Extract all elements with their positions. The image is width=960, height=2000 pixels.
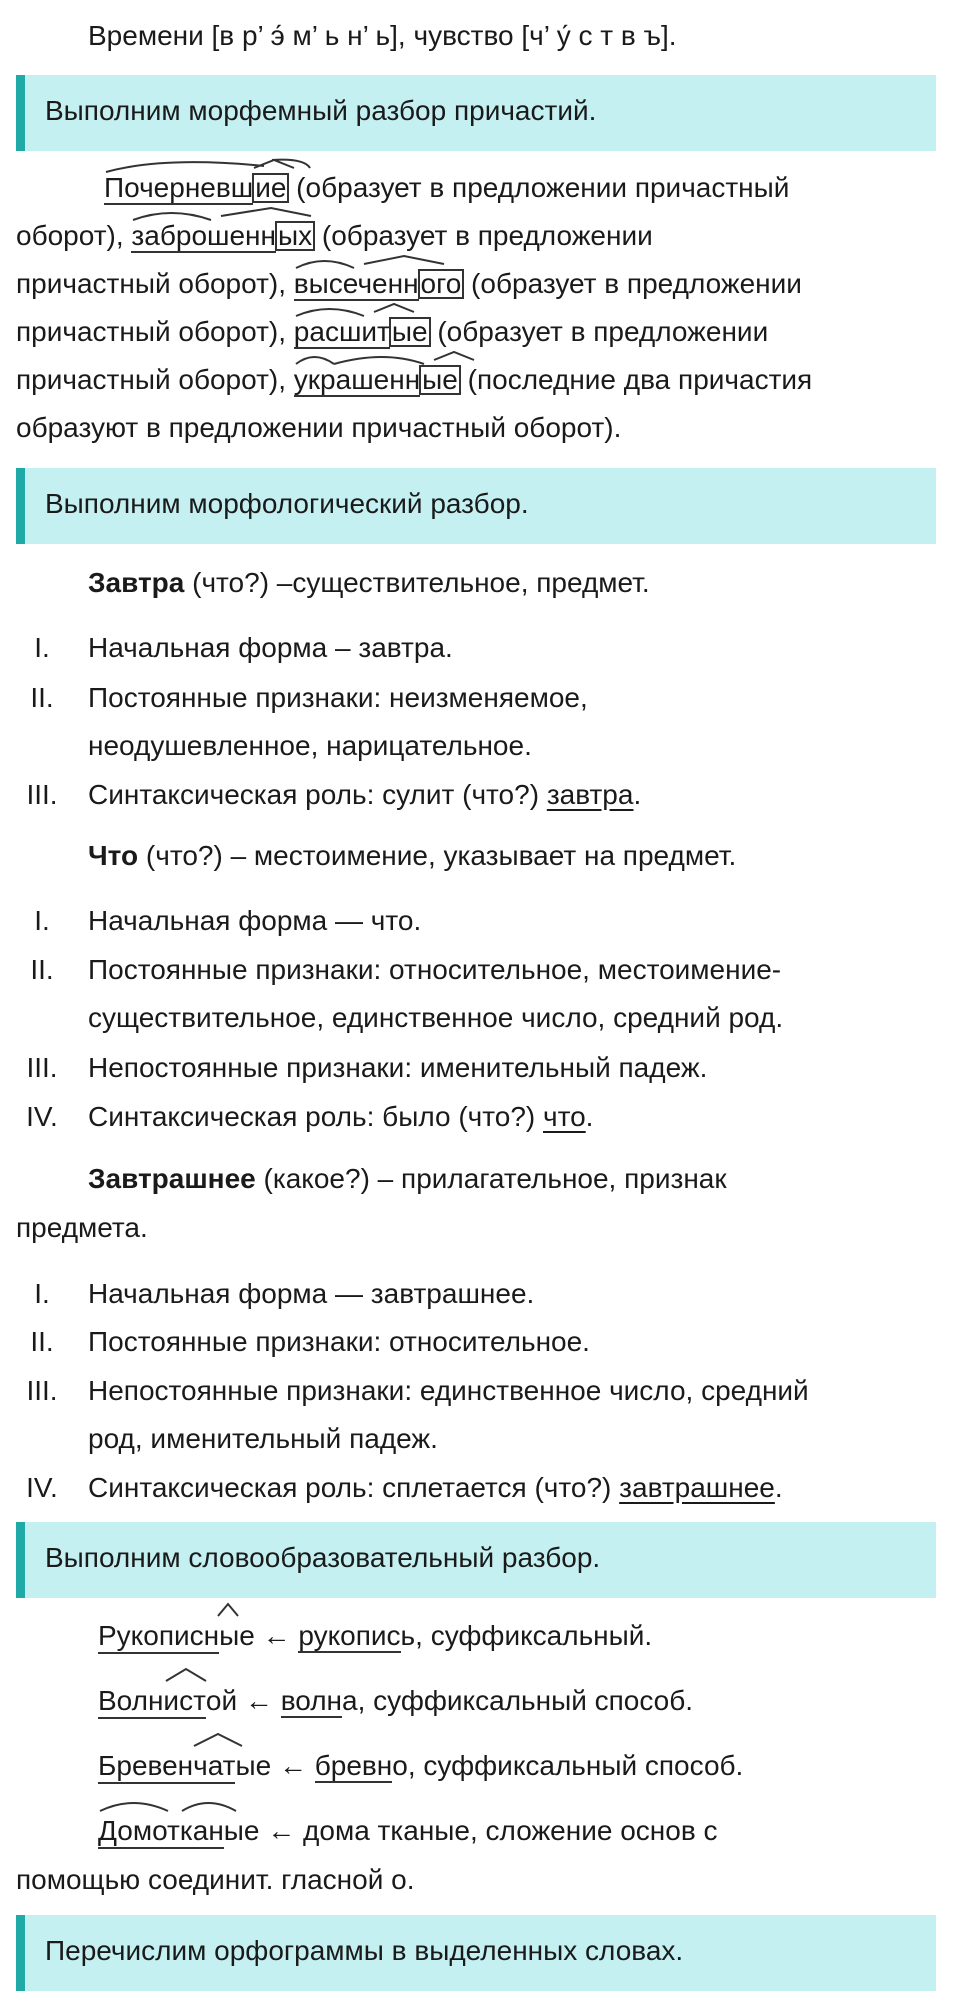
- list-number: II.: [30, 954, 54, 985]
- morpheme-line-5: причастный оборот), украшенные (последние два причастия: [16, 364, 812, 396]
- participle-word: заброшенных: [131, 220, 314, 252]
- suffix-mark: [98, 1732, 258, 1748]
- section-header-morpheme: [16, 75, 936, 151]
- list-item: Непостоянные признаки: именительный падеж.: [88, 1052, 708, 1083]
- list-item: Постоянные признаки: относительное.: [88, 1326, 590, 1357]
- ending-box: ые: [389, 317, 431, 347]
- list-number: I.: [34, 1278, 50, 1309]
- morpheme-marks: [294, 302, 454, 318]
- morpheme-line-4: причастный оборот), расшитые (образует в предложении: [16, 316, 768, 348]
- source-stem: рукопис: [298, 1620, 401, 1651]
- derived-stem: Волнист: [98, 1685, 206, 1719]
- list-number: I.: [34, 905, 50, 936]
- word-formation-item: Бревенчат ые ← бревно, суффиксальный способ.: [98, 1750, 743, 1784]
- list-item: Синтаксическая роль: сплетается (что?) завтрашнее.: [88, 1472, 783, 1503]
- list-number: II.: [30, 1326, 54, 1357]
- ending-box: ые: [419, 365, 461, 395]
- participle-word: высеченного: [294, 268, 463, 300]
- morpheme-line-3: причастный оборот), высеченного (образует в предложении: [16, 268, 802, 300]
- list-item: Начальная форма – завтра.: [88, 632, 453, 663]
- morph-item-title: Завтрашнее (какое?) – прилагательное, признак: [88, 1163, 727, 1194]
- morpheme-marks: [104, 158, 304, 174]
- derived-stem: Бревенчат: [98, 1750, 235, 1784]
- list-item-cont: существительное, единственное число, средний род.: [88, 1002, 784, 1033]
- transcription-line: Времени [в р’ э́ м’ ь н’ ь], чувство [ч’ у́ с т в ъ].: [88, 20, 677, 51]
- morph-item-title: Что (что?) – местоимение, указывает на предмет.: [88, 840, 737, 871]
- list-item: Синтаксическая роль: сулит (что?) завтра.: [88, 779, 642, 810]
- list-number: I.: [34, 632, 50, 663]
- morph-item-title-cont: предмета.: [16, 1212, 148, 1243]
- derived-stem: Рукописн: [98, 1620, 219, 1654]
- participle-word: расшитые: [294, 316, 430, 348]
- list-item: Непостоянные признаки: единственное число, средний: [88, 1375, 809, 1406]
- list-item: Синтаксическая роль: было (что?) что.: [88, 1101, 594, 1132]
- list-number: IV.: [26, 1472, 58, 1503]
- ending-box: ых: [275, 221, 315, 251]
- list-item: Начальная форма — что.: [88, 905, 422, 936]
- section-header-word-formation: [16, 1522, 936, 1598]
- section-header-text: Выполним морфологический разбор.: [45, 488, 529, 519]
- list-item: Постоянные признаки: относительное, местоимение-: [88, 954, 782, 985]
- source-stem: волн: [280, 1685, 343, 1716]
- list-item: Постоянные признаки: неизменяемое,: [88, 682, 588, 713]
- list-number: II.: [30, 682, 54, 713]
- section-header-text: Выполним морфемный разбор причастий.: [45, 95, 597, 126]
- word-formation-item: Рукописн ые ← рукопись, суффиксальный.: [98, 1620, 652, 1654]
- morpheme-marks: [294, 350, 484, 366]
- list-number: III.: [26, 1375, 58, 1406]
- list-number: III.: [26, 779, 58, 810]
- word-formation-item: Волнист ой ← волна, суффиксальный способ.: [98, 1685, 693, 1719]
- morpheme-line-1: Почерневшие (образует в предложении причастный: [104, 172, 789, 204]
- section-header-text: Перечислим орфограммы в выделенных словах.: [45, 1935, 684, 1966]
- list-item-cont: неодушевленное, нарицательное.: [88, 730, 532, 761]
- derived-stem: Домоткан: [98, 1815, 224, 1849]
- word-formation-item: Домоткан ые ← дома тканые, сложение основ с: [98, 1815, 717, 1849]
- participle-word: украшенные: [294, 364, 460, 396]
- morpheme-line-2: оборот), заброшенных (образует в предложении: [16, 220, 653, 252]
- section-header-morphological: [16, 468, 936, 544]
- ending-box: ого: [418, 269, 465, 299]
- morpheme-marks: [131, 206, 321, 222]
- morph-item-title: Завтра (что?) –существительное, предмет.: [88, 567, 650, 598]
- section-header-text: Выполним словообразовательный разбор.: [45, 1542, 601, 1573]
- morpheme-line-6: образуют в предложении причастный оборот).: [16, 412, 622, 443]
- section-header-spelling: [16, 1915, 936, 1991]
- participle-word: Почерневшие: [104, 172, 288, 204]
- suffix-mark: [98, 1602, 238, 1618]
- word-formation-item-cont: помощью соединит. гласной о.: [16, 1864, 415, 1895]
- suffix-mark: [98, 1667, 228, 1683]
- source-stem: бревн: [314, 1750, 393, 1781]
- list-number: III.: [26, 1052, 58, 1083]
- morpheme-marks: [294, 254, 484, 270]
- list-item: Начальная форма — завтрашнее.: [88, 1278, 535, 1309]
- list-number: IV.: [26, 1101, 58, 1132]
- list-item-cont: род, именительный падеж.: [88, 1423, 438, 1454]
- root-arcs: [98, 1797, 248, 1813]
- ending-box: ие: [252, 173, 289, 203]
